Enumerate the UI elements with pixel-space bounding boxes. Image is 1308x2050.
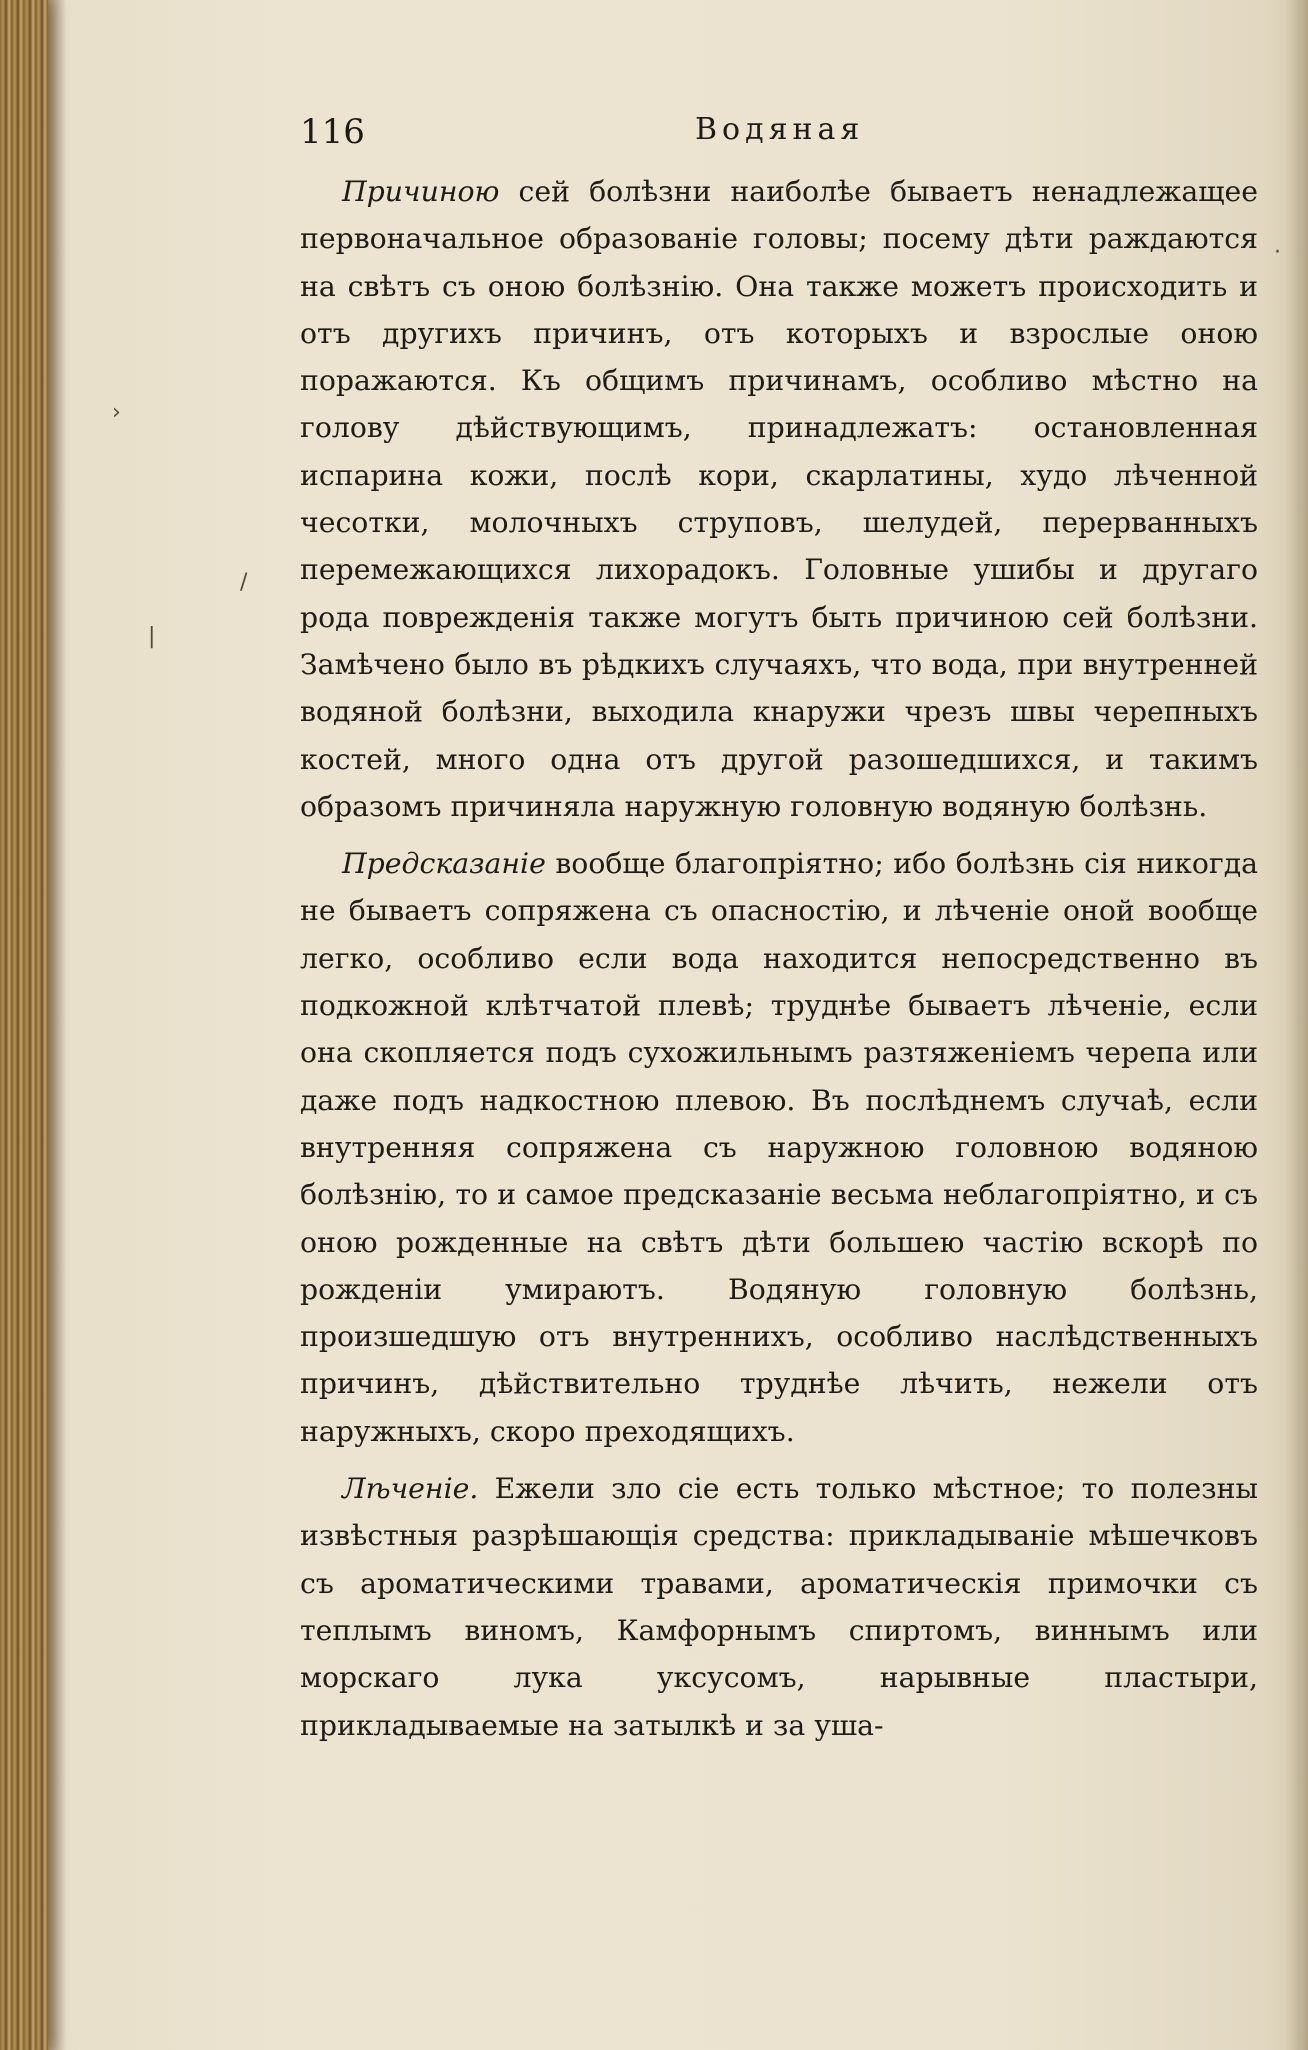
page-edge-shadow bbox=[1286, 0, 1308, 2050]
margin-mark-icon: / bbox=[240, 570, 248, 595]
term-prognosis: Предсказаніе bbox=[342, 847, 546, 881]
paragraph-treatment-text: Ежели зло сіе есть только мѣстное; то полезны извѣстныя разрѣшающія средства: прикладываніе мѣшечковъ съ ароматическими травами, ароматическія примочки съ теплымъ виномъ, Камфорнымъ спиртомъ, виннымъ или морскаго лука уксусомъ, нарывные пластыри, прикладываемые на затылкѣ и за уша- bbox=[300, 1472, 1258, 1742]
book-spine bbox=[0, 0, 48, 2050]
margin-mark-icon: | bbox=[148, 624, 156, 649]
paragraph-causes bbox=[300, 168, 1258, 830]
page-number: 116 bbox=[300, 112, 365, 152]
term-causes: Причиною bbox=[342, 175, 500, 208]
paragraph-treatment bbox=[300, 1465, 1258, 1749]
margin-mark-icon: › bbox=[112, 400, 121, 425]
term-treatment: Лѣченіе. bbox=[342, 1472, 479, 1506]
running-head: Водяная bbox=[695, 112, 865, 147]
margin-mark-icon: · bbox=[1274, 240, 1281, 265]
page-header bbox=[300, 112, 1258, 162]
paragraph-causes-text: сей болѣзни наиболѣе бываетъ ненадлежащее первоначальное образованіе головы; посему дѣти раждаются на свѣтъ съ оною болѣзнію. Она также можетъ происходить и отъ другихъ причинъ, отъ которыхъ и взрослые оною поражаются. Къ общимъ причинамъ, особливо мѣстно на голову дѣйствующимъ, принадлежатъ: остановленная испарина кожи, послѣ кори, скарлатины, худо лѣченной чесотки, молочныхъ струповъ, шелудей, перерванныхъ перемежающихся лихорадокъ. Головные ушибы и другаго рода поврежденія также могутъ быть причиною сей болѣзни. Замѣчено было въ рѣдкихъ случаяхъ, что вода, при внутренней водяной болѣзни, выходила кнаружи чрезъ швы черепныхъ костей, много одна отъ другой разошедшихся, и такимъ образомъ причиняла наружную головную водяную болѣзнь. bbox=[300, 175, 1258, 823]
paragraph-prognosis-text: вообще благопріятно; ибо болѣзнь сія никогда не бываетъ сопряжена съ опасностію, и лѣченіе оной вообще легко, особливо если вода находится непосредственно въ подкожной клѣтчатой плевѣ; труднѣе бываетъ лѣченіе, если она скопляется подъ сухожильнымъ разтяженіемъ черепа или даже подъ надкостною плевою. Въ послѣднемъ случаѣ, если внутренняя сопряжена съ наружною головною водяною болѣзнію, то и самое предсказаніе весьма неблагопріятно, и съ оною рожденные на свѣтъ дѣти большею частію вскорѣ по рожденіи умираютъ. Водяную головную болѣзнь, произшедшую отъ внутреннихъ, особливо наслѣдственныхъ причинъ, дѣйствительно труднѣе лѣчить, нежели отъ наружныхъ, скоро преходящихъ. bbox=[300, 847, 1258, 1448]
paragraph-prognosis bbox=[300, 840, 1258, 1455]
body-text bbox=[300, 168, 1258, 1759]
spine-shadow bbox=[48, 0, 66, 2050]
